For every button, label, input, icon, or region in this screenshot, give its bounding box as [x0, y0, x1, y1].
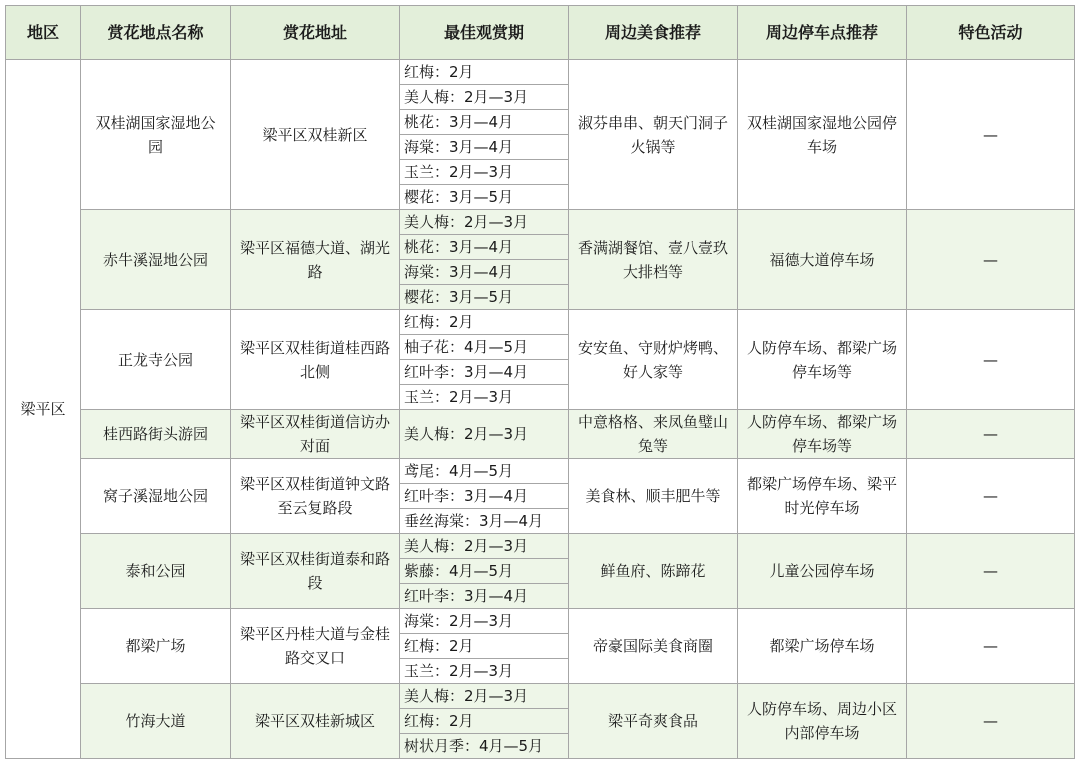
header-row [6, 6, 1075, 60]
address-cell: 梁平区双桂新城区 [231, 684, 400, 759]
food-cell: 梁平奇爽食品 [569, 684, 738, 759]
site-name-cell: 竹海大道 [81, 684, 231, 759]
address-cell: 梁平区双桂新区 [231, 60, 400, 210]
parking-cell: 都梁广场停车场 [738, 609, 907, 684]
address-cell: 梁平区福德大道、湖光路 [231, 210, 400, 310]
parking-cell: 儿童公园停车场 [738, 534, 907, 609]
period-item: 玉兰：2月—3月 [400, 160, 568, 185]
flower-viewing-table [5, 5, 1075, 759]
period-cell [400, 60, 569, 210]
header-site-name: 赏花地点名称 [81, 6, 231, 60]
table-row [6, 310, 1075, 410]
period-item: 美人梅：2月—3月 [404, 425, 529, 443]
food-cell: 淑芬串串、朝天门洞子火锅等 [569, 60, 738, 210]
period-item: 玉兰：2月—3月 [404, 388, 514, 406]
period-item: 桃花：3月—4月 [400, 235, 568, 260]
site-name-cell: 桂西路街头游园 [81, 410, 231, 459]
header-activity: 特色活动 [907, 6, 1075, 60]
activity-cell: — [907, 210, 1075, 310]
table-row [6, 459, 1075, 534]
period-item: 樱花：3月—5月 [404, 188, 514, 206]
parking-cell: 人防停车场、周边小区内部停车场 [738, 684, 907, 759]
period-item: 美人梅：2月—3月 [400, 684, 568, 709]
activity-cell: — [907, 410, 1075, 459]
period-item: 紫藤：4月—5月 [400, 559, 568, 584]
period-cell [400, 410, 569, 459]
parking-cell: 双桂湖国家湿地公园停车场 [738, 60, 907, 210]
food-cell: 帝豪国际美食商圈 [569, 609, 738, 684]
site-name-cell: 都梁广场 [81, 609, 231, 684]
site-name-cell: 泰和公园 [81, 534, 231, 609]
period-item: 美人梅：2月—3月 [400, 210, 568, 235]
parking-cell: 福德大道停车场 [738, 210, 907, 310]
activity-cell: — [907, 310, 1075, 410]
food-cell: 中意格格、来凤鱼璧山兔等 [569, 410, 738, 459]
site-name-cell: 正龙寺公园 [81, 310, 231, 410]
period-item: 红叶李：3月—4月 [400, 360, 568, 385]
table-row [6, 609, 1075, 684]
activity-cell: — [907, 684, 1075, 759]
period-item: 桃花：3月—4月 [400, 110, 568, 135]
table-row [6, 684, 1075, 759]
table-row [6, 534, 1075, 609]
period-item: 海棠：3月—4月 [400, 135, 568, 160]
header-food: 周边美食推荐 [569, 6, 738, 60]
period-item: 红梅：2月 [400, 709, 568, 734]
address-cell: 梁平区丹桂大道与金桂路交叉口 [231, 609, 400, 684]
period-item: 海棠：3月—4月 [400, 260, 568, 285]
parking-cell: 人防停车场、都梁广场停车场等 [738, 410, 907, 459]
address-cell: 梁平区双桂街道信访办对面 [231, 410, 400, 459]
address-cell: 梁平区双桂街道钟文路至云复路段 [231, 459, 400, 534]
food-cell: 安安鱼、守财炉烤鸭、好人家等 [569, 310, 738, 410]
period-cell [400, 534, 569, 609]
header-region: 地区 [6, 6, 81, 60]
period-cell [400, 310, 569, 410]
address-cell: 梁平区双桂街道泰和路段 [231, 534, 400, 609]
address-cell: 梁平区双桂街道桂西路北侧 [231, 310, 400, 410]
period-item: 玉兰：2月—3月 [404, 662, 514, 680]
region-cell: 梁平区 [6, 60, 81, 759]
period-cell [400, 684, 569, 759]
header-address: 赏花地址 [231, 6, 400, 60]
food-cell: 鲜鱼府、陈蹄花 [569, 534, 738, 609]
food-cell: 美食林、顺丰肥牛等 [569, 459, 738, 534]
activity-cell: — [907, 459, 1075, 534]
period-cell [400, 459, 569, 534]
period-item: 海棠：2月—3月 [400, 609, 568, 634]
site-name-cell: 双桂湖国家湿地公园 [81, 60, 231, 210]
food-cell: 香满湖餐馆、壹八壹玖大排档等 [569, 210, 738, 310]
activity-cell: — [907, 534, 1075, 609]
table-row [6, 410, 1075, 459]
period-item: 红梅：2月 [400, 60, 568, 85]
parking-cell: 人防停车场、都梁广场停车场等 [738, 310, 907, 410]
activity-cell: — [907, 609, 1075, 684]
site-name-cell: 窝子溪湿地公园 [81, 459, 231, 534]
period-item: 鸢尾：4月—5月 [400, 459, 568, 484]
period-item: 红叶李：3月—4月 [400, 484, 568, 509]
period-item: 树状月季：4月—5月 [404, 737, 544, 755]
period-item: 美人梅：2月—3月 [400, 85, 568, 110]
period-cell [400, 210, 569, 310]
site-name-cell: 赤牛溪湿地公园 [81, 210, 231, 310]
period-item: 红梅：2月 [400, 634, 568, 659]
period-item: 美人梅：2月—3月 [400, 534, 568, 559]
period-cell [400, 609, 569, 684]
period-item: 红梅：2月 [400, 310, 568, 335]
activity-cell: — [907, 60, 1075, 210]
header-best-period: 最佳观赏期 [400, 6, 569, 60]
parking-cell: 都梁广场停车场、梁平时光停车场 [738, 459, 907, 534]
table-row [6, 60, 1075, 210]
period-item: 垂丝海棠：3月—4月 [404, 512, 544, 530]
period-item: 樱花：3月—5月 [404, 288, 514, 306]
period-item: 柚子花：4月—5月 [400, 335, 568, 360]
period-item: 红叶李：3月—4月 [404, 587, 529, 605]
header-parking: 周边停车点推荐 [738, 6, 907, 60]
table-row [6, 210, 1075, 310]
